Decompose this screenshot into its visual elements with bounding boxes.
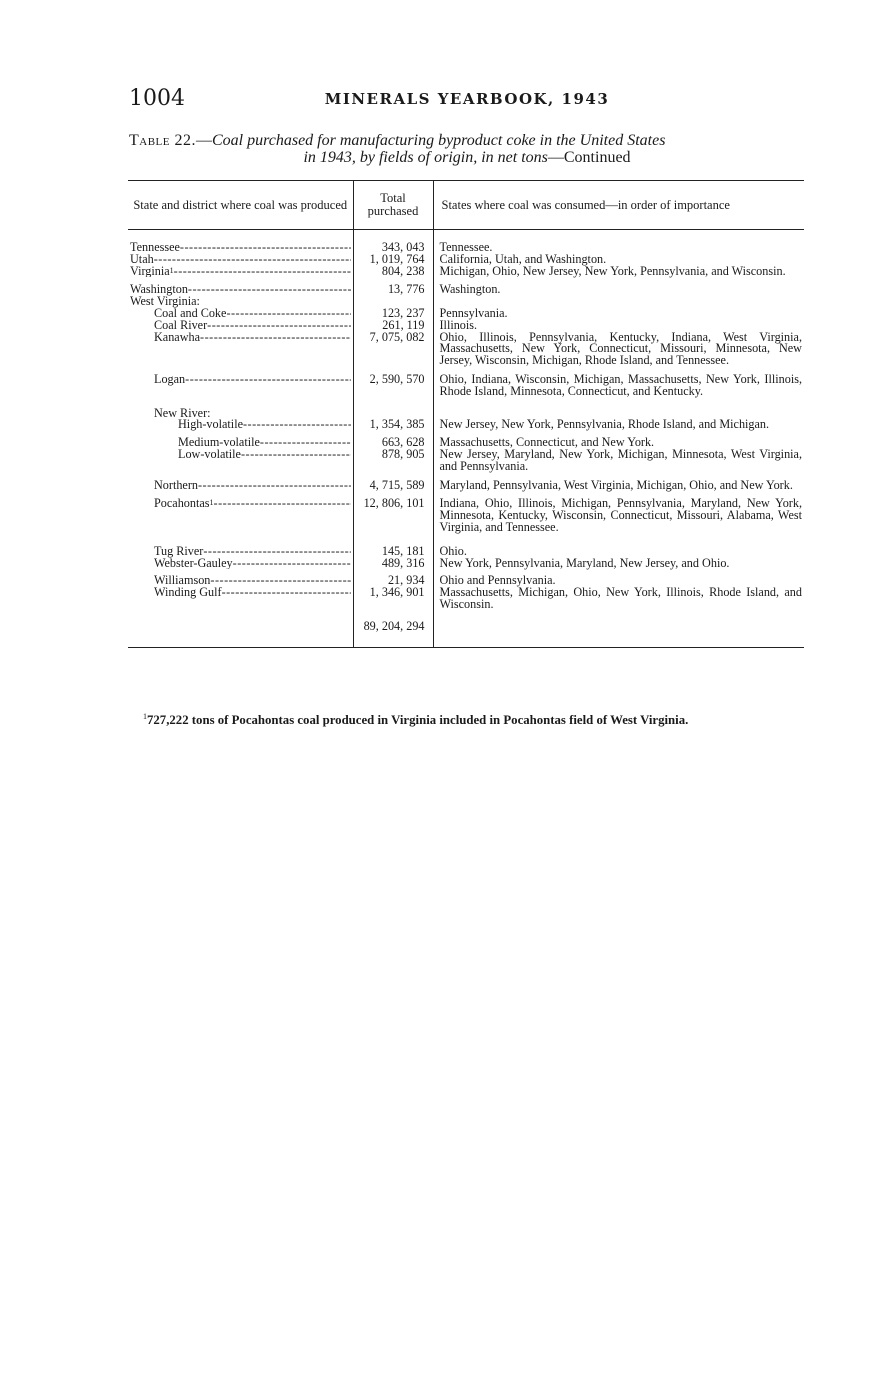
caption-dash: —: [196, 132, 212, 149]
table-row: [128, 266, 804, 278]
district-name: West Virginia:: [130, 296, 200, 308]
consumer-states-cell: Ohio, Indiana, Wisconsin, Michigan, Massachusetts, New York, Illinois, Rhode Island, Minnesota, Connecticut, and Kentucky.: [439, 371, 802, 398]
consumer-states-cell: California, Utah, and Washington.: [439, 251, 607, 266]
district-name: Kanawha: [154, 331, 201, 344]
district-name: Winding Gulf: [154, 587, 222, 599]
table-row: [128, 277, 804, 296]
footnote-text: 727,222 tons of Pocahontas coal produced in Virginia included in Pocahontas field of West Virginia.: [147, 713, 689, 727]
district-name: Tennessee: [130, 242, 180, 254]
consumer-states-cell: [433, 398, 804, 420]
table-title-line-2: in 1943, by fields of origin, in net tons: [303, 149, 548, 166]
total-purchased-cell: 145, 181: [353, 534, 433, 558]
district-cell: [128, 587, 353, 611]
running-title: MINERALS YEARBOOK, 1943: [324, 90, 610, 108]
consumer-states-cell: New York, Pennsylvania, Maryland, New Jersey, and Ohio.: [439, 555, 730, 570]
total-purchased-cell: 343, 043: [353, 242, 433, 254]
table-row: [128, 367, 804, 398]
district-cell: [128, 320, 353, 332]
district-cell: [128, 534, 353, 558]
table-row: [128, 558, 804, 570]
consumer-states-cell: Indiana, Ohio, Illinois, Michigan, Pennsylvania, Maryland, New York, Minnesota, Kentucky, Wisconsin, Connecticut, Missouri, Alabama, West Virginia, and Tennessee.: [439, 496, 802, 534]
district-cell: [128, 449, 353, 473]
district-name: High-volatile: [178, 419, 243, 432]
table-label: Table 22.: [129, 132, 196, 149]
district-name: Virginia: [130, 265, 170, 278]
column-header-state: State and district where coal was produced: [128, 181, 353, 230]
leader-dots: [260, 437, 351, 449]
district-cell: [128, 473, 353, 492]
district-name: Northern: [154, 479, 198, 492]
total-purchased-cell: 123, 237: [353, 308, 433, 320]
footnote-marker: 1: [143, 712, 147, 721]
table-row: [128, 332, 804, 367]
consumer-states-cell: Massachusetts, Connecticut, and New York.: [439, 435, 655, 450]
total-purchased-cell: [353, 398, 433, 420]
total-purchased-cell: 878, 905: [353, 449, 433, 473]
consumer-states-cell: Washington.: [439, 282, 501, 297]
district-cell: [128, 367, 353, 398]
leader-dots: [226, 308, 350, 320]
total-row: [128, 611, 804, 647]
leader-dots: [200, 332, 350, 344]
total-purchased-cell: 804, 238: [353, 266, 433, 278]
consumer-states-cell: Ohio.: [439, 543, 467, 558]
total-purchased-cell: 7, 075, 082: [353, 332, 433, 367]
table-caption: [129, 132, 805, 166]
district-cell: [128, 332, 353, 367]
table-row: [128, 587, 804, 611]
leader-dots: [243, 419, 351, 431]
total-purchased-cell: 663, 628: [353, 431, 433, 449]
table-title-suffix: —Continued: [547, 149, 631, 166]
leader-dots: [188, 284, 351, 296]
total-purchased-cell: 13, 776: [353, 277, 433, 296]
district-name: Washington: [130, 284, 188, 297]
district-cell: [128, 491, 353, 533]
district-cell: [128, 277, 353, 296]
consumer-states-cell: Illinois.: [439, 317, 478, 332]
footnote-ref: 1: [169, 265, 174, 275]
district-cell: [128, 398, 353, 420]
district-name: Coal and Coke: [154, 307, 227, 320]
total-purchased-cell: 21, 934: [353, 569, 433, 587]
total-purchased-cell: 2, 590, 570: [353, 367, 433, 398]
total-purchased-cell: 4, 715, 589: [353, 473, 433, 492]
consumer-states-cell: Maryland, Pennsylvania, West Virginia, Michigan, Ohio, and New York.: [439, 477, 793, 492]
consumer-states-cell: New Jersey, New York, Pennsylvania, Rhode Island, and Michigan.: [439, 417, 770, 432]
footnote-ref: 1: [209, 498, 214, 508]
consumer-states-cell: Ohio and Pennsylvania.: [439, 573, 556, 588]
consumer-states-cell: New Jersey, Maryland, New York, Michigan, Minnesota, West Virginia, and Pennsylvania.: [439, 446, 802, 473]
coal-table: [128, 180, 804, 648]
total-purchased-cell: 489, 316: [353, 558, 433, 570]
district-cell: [128, 266, 353, 278]
table-header-row: [128, 181, 804, 230]
district-cell: [128, 569, 353, 587]
leader-dots: [180, 242, 351, 254]
district-name: Pocahontas: [154, 498, 210, 511]
district-cell: [128, 308, 353, 320]
total-purchased-cell: 1, 346, 901: [353, 587, 433, 611]
leader-dots: [222, 587, 351, 599]
district-cell: [128, 254, 353, 266]
total-purchased-cell: 12, 806, 101: [353, 491, 433, 533]
table-row: [128, 449, 804, 473]
consumer-states-cell: Ohio, Illinois, Pennsylvania, Kentucky, Indiana, West Virginia, Massachusetts, New York, Connecticut, Missouri, Minnesota, New Jersey, Wisconsin, Michigan, Rhode Island, and Tennessee.: [439, 329, 802, 368]
consumer-states-cell: Tennessee.: [439, 240, 493, 254]
leader-dots: [207, 320, 350, 332]
table-row: [128, 473, 804, 492]
leader-dots: [185, 374, 350, 386]
district-name: Coal River: [154, 319, 208, 332]
district-name: New River:: [154, 407, 211, 420]
district-name: Logan: [154, 373, 186, 386]
leader-dots: [203, 546, 350, 558]
district-name: Utah: [130, 253, 154, 266]
total-consumers-cell: [433, 611, 804, 647]
column-header-total: Total purchased: [353, 181, 433, 230]
leader-dots: [233, 558, 351, 570]
leader-dots: [198, 480, 351, 492]
total-purchased-cell: 1, 019, 764: [353, 254, 433, 266]
table-row: [128, 491, 804, 533]
table-row: [128, 419, 804, 431]
table-title-line-1: Coal purchased for manufacturing byproduct coke in the United States: [212, 132, 666, 149]
consumer-states-cell: Michigan, Ohio, New Jersey, New York, Pennsylvania, and Wisconsin.: [439, 263, 786, 278]
district-cell: [128, 242, 353, 254]
page-header: [129, 86, 805, 112]
district-name: Low-volatile: [178, 448, 241, 461]
page-number: 1004: [129, 86, 185, 111]
district-cell: [128, 558, 353, 570]
district-name: Medium-volatile: [178, 437, 260, 449]
column-header-consumers: States where coal was consumed—in order of importance: [433, 181, 804, 230]
total-purchased-cell: 261, 119: [353, 320, 433, 332]
consumer-states-cell: Pennsylvania.: [439, 305, 508, 320]
district-name: Webster-Gauley: [154, 557, 233, 570]
footnote: [143, 713, 803, 728]
table-row: [128, 534, 804, 558]
table-row: [128, 398, 804, 420]
leader-dots: [174, 266, 351, 278]
consumer-states-cell: Massachusetts, Michigan, Ohio, New York, Illinois, Rhode Island, and Wisconsin.: [439, 585, 802, 611]
leader-dots: [214, 498, 351, 510]
district-name: Tug River: [154, 545, 204, 558]
district-cell: [128, 431, 353, 449]
total-purchased-cell: 1, 354, 385: [353, 419, 433, 431]
leader-dots: [154, 254, 351, 266]
leader-dots: [241, 449, 351, 461]
total-label-cell: [128, 611, 353, 647]
district-name: Williamson: [154, 575, 211, 588]
district-cell: [128, 296, 353, 308]
leader-dots: [210, 575, 350, 587]
table-body: [128, 230, 804, 648]
district-cell: [128, 419, 353, 431]
grand-total: 89, 204, 294: [353, 611, 433, 647]
